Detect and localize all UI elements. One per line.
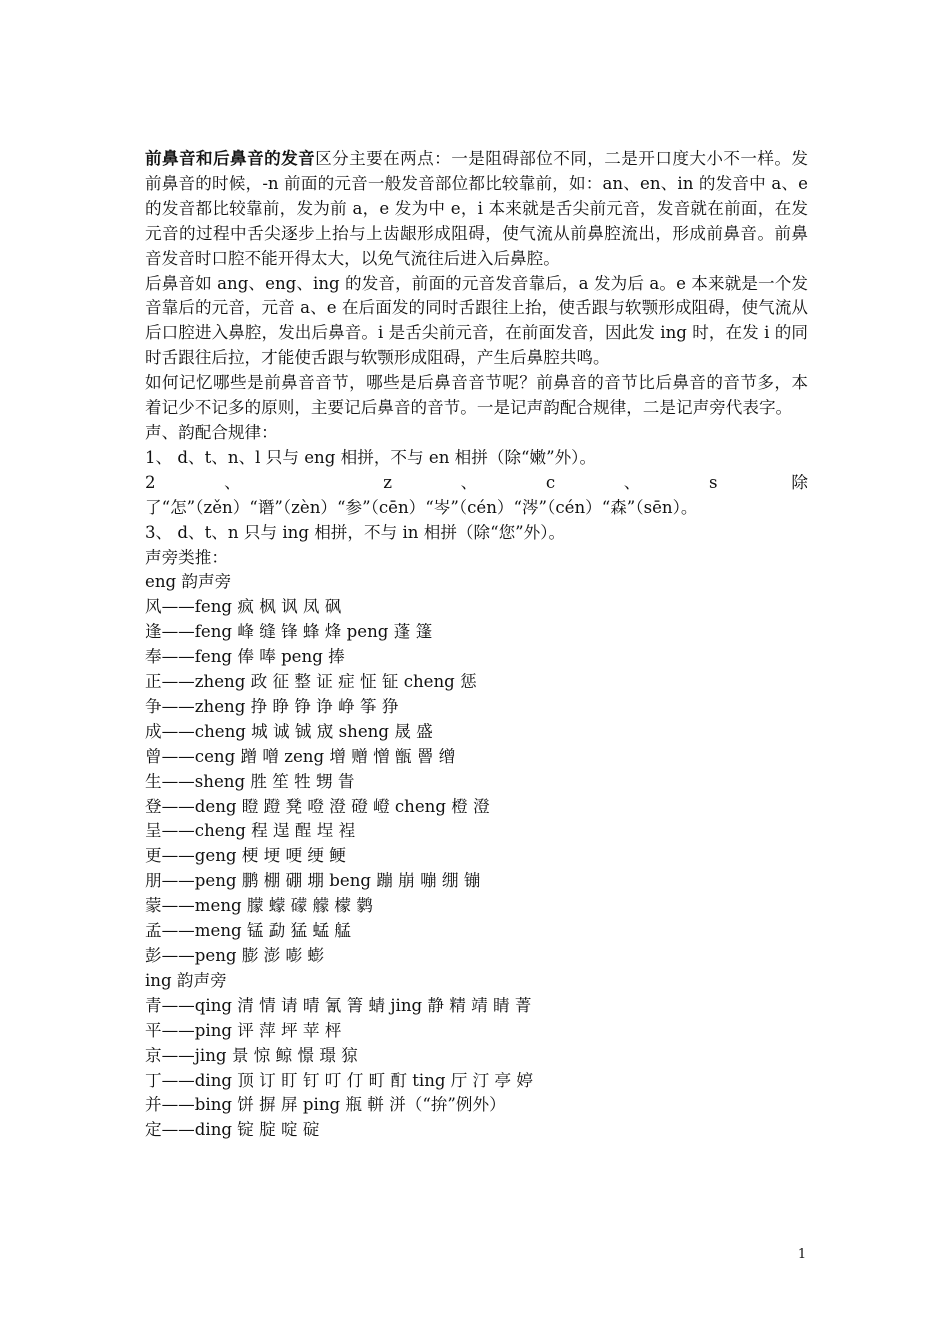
page-number: 1 <box>797 1247 807 1262</box>
paragraph-back-nasal: 后鼻音如 ang、eng、ing 的发音，前面的元音发音靠后，a 发为后 a。e 本来就是一个发音靠后的元音，元音 a、e 在后面发的同时舌跟往上抬，使舌跟与软颚形成阻碍，使气流从后口腔进入鼻腔，发出后鼻音。i 是舌尖前元音，在前面发音，因此发 ing 时，在发 i 的同时舌跟往后拉，才能使舌跟与软颚形成阻碍，产生后鼻腔共鸣。 <box>145 273 808 368</box>
list-item: 登——deng 瞪 蹬 凳 噔 澄 磴 嶝 cheng 橙 澄 <box>145 796 490 816</box>
list-item: 更——geng 梗 埂 哽 绠 鲠 <box>145 846 346 866</box>
rule-item: 3、 d、t、n 只与 ing 相拼，不与 in 相拼（除“您”外）。 <box>145 522 566 542</box>
radicals-heading: 声旁类推： <box>145 547 228 567</box>
intro-bold-lead: 前鼻音和后鼻音的发音 <box>145 148 316 168</box>
list-item: 蒙——meng 朦 蠓 礞 艨 檬 鹲 <box>145 896 373 916</box>
list-item: 成——cheng 城 诚 铖 宬 sheng 晟 盛 <box>145 721 433 741</box>
list-item: 逢——feng 峰 缝 锋 蜂 烽 peng 蓬 篷 <box>145 622 433 642</box>
list-item: 青——qing 清 情 请 晴 氰 箐 蜻 jing 静 精 靖 睛 菁 <box>145 995 532 1015</box>
list-item: 丁——ding 顶 订 盯 钉 叮 仃 町 酊 ting 厅 汀 亭 婷 <box>145 1070 533 1090</box>
rule-item: 2、 z、c、s 除了“怎”（zěn）“谮”（zèn）“参”（cēn）“岑”（cén）“涔”（cén）“森”（sēn）。 <box>145 472 808 517</box>
list-item: 正——zheng 政 征 整 证 症 怔 钲 cheng 惩 <box>145 672 477 692</box>
list-item: 争——zheng 挣 睁 铮 诤 峥 筝 狰 <box>145 696 399 716</box>
list-item: 呈——cheng 程 逞 酲 埕 裎 <box>145 821 356 841</box>
list-item: 奉——feng 俸 唪 peng 捧 <box>145 647 345 667</box>
list-item: 彭——peng 膨 澎 嘭 蟛 <box>145 946 325 965</box>
list-item: 并——bing 饼 摒 屏 ping 瓶 軿 洴（“拚”例外） <box>145 1095 506 1115</box>
rules-heading: 声、韵配合规律： <box>145 422 278 442</box>
eng-heading: eng 韵声旁 <box>145 572 232 592</box>
list-item: 定——ding 锭 腚 啶 碇 <box>145 1120 320 1140</box>
list-item: 风——feng 疯 枫 讽 凤 砜 <box>145 597 342 617</box>
list-item: 生——sheng 胜 笙 牲 甥 眚 <box>145 771 355 791</box>
intro-paragraph <box>145 146 808 272</box>
list-item: 曾——ceng 蹭 噌 zeng 增 赠 憎 甑 罾 缯 <box>145 746 456 766</box>
rule-item: 1、 d、t、n、l 只与 eng 相拼，不与 en 相拼（除“嫩”外）。 <box>145 447 597 467</box>
list-item: 朋——peng 鹏 棚 硼 堋 beng 蹦 崩 嘣 绷 镚 <box>145 871 481 891</box>
list-item: 平——ping 评 萍 坪 苹 枰 <box>145 1020 342 1040</box>
document-body <box>145 146 808 1143</box>
list-item: 孟——meng 锰 勐 猛 蜢 艋 <box>145 921 351 941</box>
list-item: 京——jing 景 惊 鲸 憬 璟 猄 <box>145 1045 358 1065</box>
intro-text: 区分主要在两点：一是阻碍部位不同，二是开口度大小不一样。发前鼻音的时候，-n 前面的元音一般发音部位都比较靠前，如：an、en、in 的发音中 a、e 的发音都比较靠前，发为前 a，e 发为中 e，i 本来就是舌尖前元音，发音就在前面，在发元音的过程中舌尖逐步上抬与上齿龈形成阻碍，使气流从前鼻腔流出，形成前鼻音。前鼻音发音时口腔不能开得太大，以免气流往后进入后鼻腔。 <box>145 149 809 268</box>
ing-heading: ing 韵声旁 <box>145 970 227 990</box>
paragraph-memory: 如何记忆哪些是前鼻音音节，哪些是后鼻音音节呢？前鼻音的音节比后鼻音的音节多，本着记少不记多的原则，主要记后鼻音的音节。一是记声韵配合规律，二是记声旁代表字。 <box>145 373 808 418</box>
